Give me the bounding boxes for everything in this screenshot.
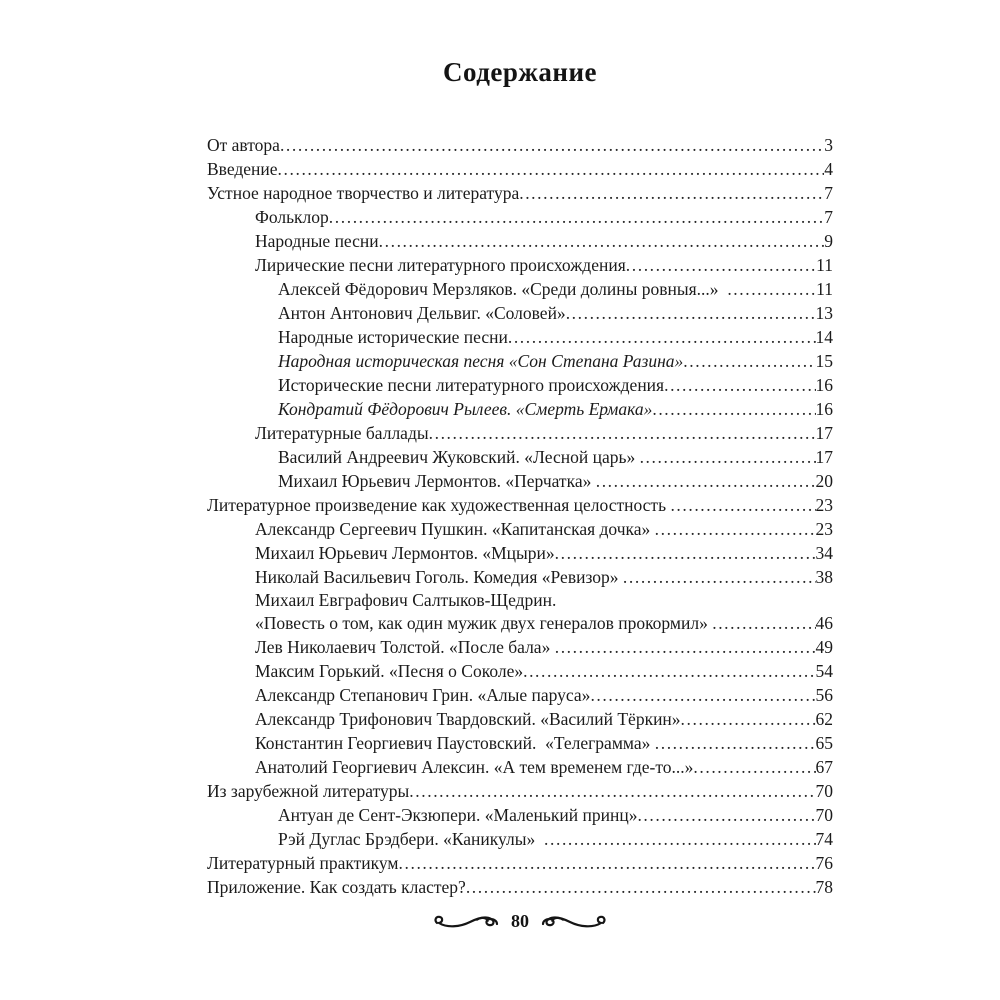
toc-entry-title: Введение xyxy=(207,159,278,179)
toc-entry-title: Фольклор xyxy=(255,207,329,227)
dot-leader xyxy=(683,349,815,373)
toc-entry-title: Василий Андреевич Жуковский. «Лесной царь» xyxy=(278,447,640,467)
dot-leader xyxy=(278,157,825,181)
toc-entry-page: 9 xyxy=(824,231,833,251)
toc-entry-title: Антон Антонович Дельвиг. «Соловей» xyxy=(278,303,566,323)
toc-entry-row xyxy=(207,181,833,205)
toc-entry-title: Кондратий Фёдорович Рылеев. «Смерть Ермака» xyxy=(278,399,653,419)
toc-entry-page: 15 xyxy=(815,351,833,371)
toc-entry-row xyxy=(207,565,833,589)
dot-leader xyxy=(544,827,815,851)
toc-entry-page: 17 xyxy=(815,423,833,443)
toc-entry-page: 54 xyxy=(815,661,833,681)
toc-entry-row xyxy=(207,683,833,707)
toc-entry-row xyxy=(207,589,833,611)
toc-entry-page: 56 xyxy=(815,685,833,705)
dot-leader xyxy=(596,469,816,493)
toc-entry-row xyxy=(207,635,833,659)
toc-entry-row xyxy=(207,851,833,875)
toc-entry-row xyxy=(207,373,833,397)
dot-leader xyxy=(429,421,816,445)
toc-list xyxy=(207,133,833,899)
dot-leader xyxy=(409,779,815,803)
dot-leader xyxy=(664,373,815,397)
toc-entry-row xyxy=(207,827,833,851)
dot-leader xyxy=(280,133,824,157)
dot-leader xyxy=(655,731,816,755)
toc-entry-row xyxy=(207,779,833,803)
toc-entry-row xyxy=(207,301,833,325)
page-number: 80 xyxy=(511,910,529,931)
dot-leader xyxy=(519,181,824,205)
dot-leader xyxy=(640,445,816,469)
toc-entry-page: 65 xyxy=(815,733,833,753)
dot-leader xyxy=(637,803,815,827)
toc-entry-title: Михаил Юрьевич Лермонтов. «Мцыри» xyxy=(255,543,555,563)
toc-entry-title: Исторические песни литературного происхождения xyxy=(278,375,665,395)
toc-entry-row xyxy=(207,659,833,683)
toc-entry-page: 14 xyxy=(815,327,833,347)
toc-entry-row xyxy=(207,731,833,755)
toc-entry-title: Михаил Евграфович Салтыков-Щедрин. xyxy=(255,590,557,610)
page-title: Содержание xyxy=(442,57,598,87)
toc-entry-title: Народные исторические песни xyxy=(278,327,508,347)
toc-entry-page: 74 xyxy=(815,829,833,849)
dot-leader xyxy=(681,707,816,731)
dot-leader xyxy=(712,611,815,635)
dot-leader xyxy=(727,277,816,301)
toc-entry-page: 3 xyxy=(824,135,833,155)
toc-entry-title: Алексей Фёдорович Мерзляков. «Среди долины ровныя...» xyxy=(278,279,728,299)
toc-entry-title: «Повесть о том, как один мужик двух генералов прокормил» xyxy=(255,613,713,633)
toc-entry-title: Народная историческая песня «Сон Степана Разина» xyxy=(278,351,684,371)
toc-entry-title: Литературные баллады xyxy=(255,423,429,443)
toc-entry-page: 13 xyxy=(815,303,833,323)
dot-leader xyxy=(329,205,824,229)
dot-leader xyxy=(623,565,816,589)
toc-entry-page: 23 xyxy=(815,519,833,539)
toc-entry-title: Николай Васильевич Гоголь. Комедия «Ревизор» xyxy=(255,567,623,587)
toc-entry-page: 62 xyxy=(815,709,833,729)
toc-entry-row xyxy=(207,469,833,493)
toc-entry-row xyxy=(207,229,833,253)
toc-entry-page: 70 xyxy=(815,805,833,825)
toc-entry-title: Лев Николаевич Толстой. «После бала» xyxy=(255,637,555,657)
toc-entry-page: 16 xyxy=(815,375,833,395)
dot-leader xyxy=(508,325,816,349)
dot-leader xyxy=(626,253,816,277)
toc-entry-page: 78 xyxy=(815,877,833,897)
toc-entry-title: Литературный практикум xyxy=(207,853,399,873)
toc-entry-page: 4 xyxy=(824,159,833,179)
toc-entry-row xyxy=(207,253,833,277)
dot-leader xyxy=(379,229,825,253)
toc-entry-page: 7 xyxy=(824,207,833,227)
toc-entry-title: Михаил Юрьевич Лермонтов. «Перчатка» xyxy=(278,471,596,491)
toc-entry-page: 23 xyxy=(815,495,833,515)
dot-leader xyxy=(590,683,815,707)
toc-entry-title: Александр Трифонович Твардовский. «Василий Тёркин» xyxy=(255,709,681,729)
toc-entry-row xyxy=(207,157,833,181)
toc-entry-row xyxy=(207,493,833,517)
dot-leader xyxy=(670,493,815,517)
dot-leader xyxy=(655,517,816,541)
page-footer xyxy=(207,910,833,932)
toc-entry-row xyxy=(207,755,833,779)
toc-entry-row xyxy=(207,445,833,469)
toc-entry-title: Константин Георгиевич Паустовский. «Телеграмма» xyxy=(255,733,655,753)
toc-entry-page: 34 xyxy=(815,543,833,563)
toc-entry-title: Александр Степанович Грин. «Алые паруса» xyxy=(255,685,591,705)
toc-entry-title: Приложение. Как создать кластер? xyxy=(207,877,466,897)
toc-entry-row xyxy=(207,541,833,565)
toc-entry-row xyxy=(207,875,833,899)
toc-entry-page: 76 xyxy=(815,853,833,873)
toc-entry-row xyxy=(207,349,833,373)
toc-entry-title: Рэй Дуглас Брэдбери. «Каникулы» xyxy=(278,829,545,849)
toc-entry-row xyxy=(207,133,833,157)
dot-leader xyxy=(566,301,816,325)
dot-leader xyxy=(693,755,815,779)
toc-entry-page: 20 xyxy=(815,471,833,491)
dot-leader xyxy=(523,659,815,683)
toc-entry-row xyxy=(207,803,833,827)
toc-entry-page: 70 xyxy=(815,781,833,801)
toc-entry-page: 46 xyxy=(815,613,833,633)
toc-entry-title: Литературное произведение как художественная целостность xyxy=(207,495,671,515)
toc-entry-title: Народные песни xyxy=(255,231,379,251)
dot-leader xyxy=(555,541,816,565)
toc-entry-row xyxy=(207,397,833,421)
swirl-flourish-left-icon xyxy=(433,910,499,932)
toc-entry-title: Анатолий Георгиевич Алексин. «А тем временем где-то...» xyxy=(255,757,694,777)
toc-entry-page: 11 xyxy=(816,279,833,299)
toc-entry-page: 7 xyxy=(824,183,833,203)
dot-leader xyxy=(555,635,816,659)
toc-entry-title: Максим Горький. «Песня о Соколе» xyxy=(255,661,524,681)
toc-entry-row xyxy=(207,517,833,541)
toc-entry-page: 11 xyxy=(816,255,833,275)
swirl-flourish-right-icon xyxy=(541,910,607,932)
toc-entry-title: Из зарубежной литературы xyxy=(207,781,410,801)
toc-entry-title: Антуан де Сент-Экзюпери. «Маленький принц» xyxy=(278,805,638,825)
toc-entry-title: Лирические песни литературного происхождения xyxy=(255,255,626,275)
toc-entry-page: 16 xyxy=(815,399,833,419)
toc-entry-row xyxy=(207,205,833,229)
toc-entry-row xyxy=(207,707,833,731)
toc-entry-page: 67 xyxy=(815,757,833,777)
toc-entry-row xyxy=(207,421,833,445)
toc-entry-page: 17 xyxy=(815,447,833,467)
toc-entry-title: Устное народное творчество и литература xyxy=(207,183,520,203)
toc-entry-title: От автора xyxy=(207,135,280,155)
dot-leader xyxy=(652,397,815,421)
toc-entry-page: 49 xyxy=(815,637,833,657)
toc-entry-title: Александр Сергеевич Пушкин. «Капитанская дочка» xyxy=(255,519,655,539)
toc-entry-row xyxy=(207,611,833,635)
dot-leader xyxy=(466,875,816,899)
dot-leader xyxy=(399,851,816,875)
toc-entry-page: 38 xyxy=(815,567,833,587)
toc-entry-row xyxy=(207,277,833,301)
toc-entry-row xyxy=(207,325,833,349)
